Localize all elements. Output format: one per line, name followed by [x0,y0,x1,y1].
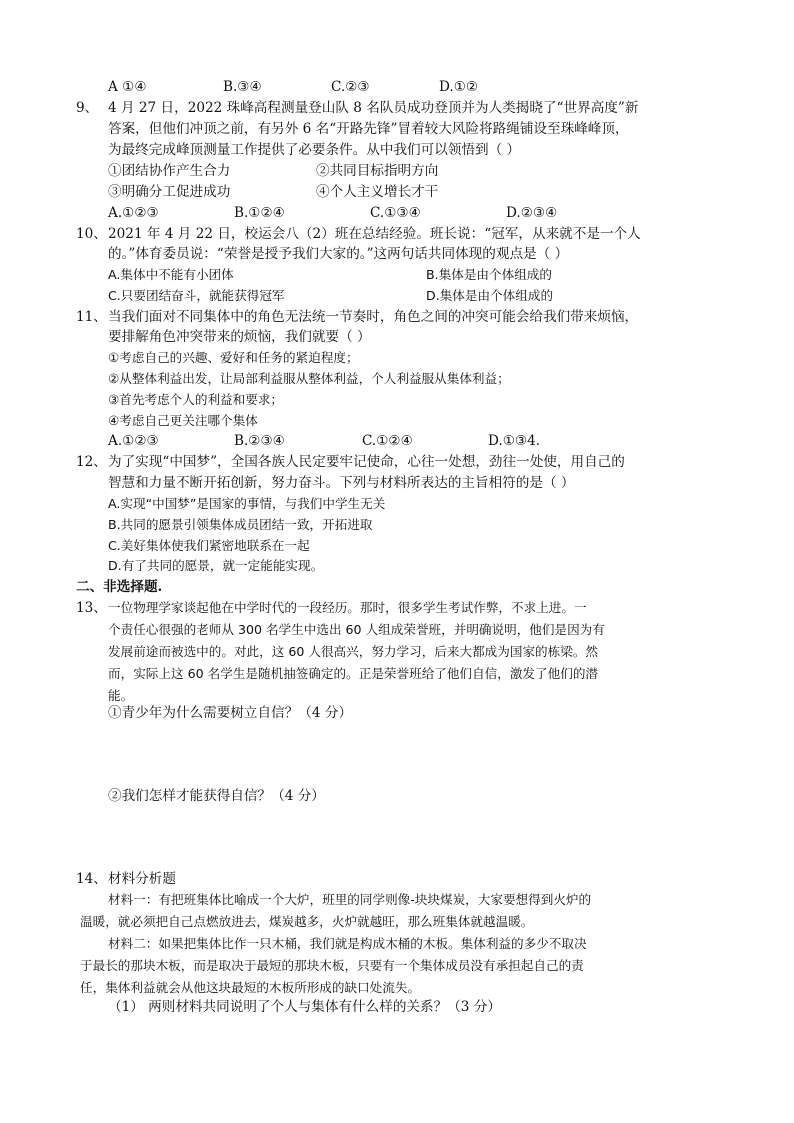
q14-material2-line: 于最长的那块木板，而是取决于最短的那块木板，只要有一个集体成员没有承担起自己的责 [80,958,584,973]
q9-option-b: B.①②④ [234,205,285,221]
q12-option-c: C.美好集体使我们紧密地联系在一起 [108,538,310,553]
q13-subquestion-1: ①青少年为什么需要树立自信？（4 分） [108,705,353,721]
q8-option-c: C.②③ [331,79,370,95]
q9-item: ①团结协作产生合力 [108,163,231,179]
q11-stem-line: 当我们面对不同集体中的角色无法统一节奏时，角色之间的冲突可能会给我们带来烦恼， [108,309,639,325]
q11-item: ②从整体利益出发，让局部利益服从整体利益，个人利益服从集体利益； [108,371,510,386]
q12-option-d: D.有了共同的愿景，就一定能能实现。 [108,558,324,573]
section-title: 二、非选择题. [76,579,163,595]
q10-stem-line: 的。”体育委员说：“荣誉是授予我们大家的。”这两句话共同体现的观点是（ ） [108,246,569,262]
q9-stem-line: 答案，但他们冲顶之前，有另外 6 名“开路先锋”冒着较大风险将路绳铺设至珠峰峰顶， [108,121,629,137]
q12-option-b: B.共同的愿景引领集体成员团结一致，开拓进取 [108,517,373,532]
q13-material-line: 发展前途而被选中的。对此，这 60 人很高兴，努力学习，后来大都成为国家的栋梁。然 [108,644,599,659]
q10-option-c: C.只要团结奋斗，就能获得冠军 [108,288,285,303]
q10-stem-line: 2021 年 4 月 22 日，校运会八（2）班在总结经验。班长说：“冠军，从来就不是一个人 [108,226,641,242]
q10-option-d: D.集体是由个体组成的 [426,288,554,303]
q13-material-line: 一位物理学家谈起他在中学时代的一段经历。那时，很多学生考试作弊，不求上进。一 [108,600,587,615]
q14-number: 14、 [76,871,107,887]
q10-options-row [108,286,553,306]
q9-item: ④个人主义增长才干 [316,184,439,200]
q14-material2-line: 材料二：如果把集体比作一只木桶，我们就是构成木桶的木板。集体利益的多少不取决 [108,936,587,951]
q8-options [108,77,478,97]
q11-stem-line: 要排解角色冲突带来的烦恼，我们就要（ ） [108,329,371,345]
q12-number: 12、 [76,454,107,470]
q11-number: 11、 [76,309,107,325]
q9-items-row [108,161,438,181]
q14-material2-line: 任，集体利益就会从他这块最短的木板所形成的缺口处流失。 [80,980,421,995]
q9-items-row [108,182,438,202]
q13-material-line: 而，实际上这 60 名学生是随机抽签确定的。正是荣誉班给了他们自信，激发了他们的潜 [108,666,599,681]
q11-item: ①考虑自己的兴趣、爱好和任务的紧迫程度； [108,350,359,365]
q12-stem-line: 为了实现“中国梦”，全国各族人民定要牢记使命，心往一处想，劲往一处使，用自己的 [108,454,625,470]
q13-number: 13、 [76,600,107,616]
q9-item: ②共同目标指明方向 [316,163,439,179]
q14-title: 材料分析题 [108,871,176,887]
q11-option-b: B.②③④ [234,433,285,449]
q14-material1-line: 温暖，就必须把自己点燃放进去，煤炭越多，火炉就越旺，那么班集体就越温暖。 [80,914,534,929]
q11-option-d: D.①③4. [488,433,541,449]
q9-stem-line: 为最终完成峰顶测量工作提供了必要条件。从中我们可以领悟到（ ） [108,142,521,158]
q11-item: ③首先考虑个人的利益和要求； [108,392,284,407]
q8-option-a: A ①④ [108,79,147,95]
q9-options [108,203,557,223]
q8-option-d: D.①② [439,79,479,95]
q11-options [108,431,540,451]
q10-number: 10、 [76,226,107,242]
q11-item: ④考虑自己更关注哪个集体 [108,413,258,428]
q11-option-c: C.①②④ [362,433,413,449]
q13-material-line: 个责任心很强的老师从 300 名学生中选出 60 人组成荣誉班，并明确说明，他们是因为有 [108,622,605,637]
q12-option-a: A.实现“中国梦”是国家的事情，与我们中学生无关 [108,496,386,511]
q9-item: ③明确分工促进成功 [108,184,231,200]
q10-options-row [108,265,552,285]
q14-material1-line: 材料一：有把班集体比喻成一个大炉，班里的同学则像-块块煤炭，大家要想得到火炉的 [108,892,592,907]
q9-option-d: D.②③④ [506,205,558,221]
q9-stem-line: 4 月 27 日，2022 珠峰高程测量登山队 8 名队员成功登顶并为人类揭晓了“世界高度”新 [108,100,639,116]
q13-material-line: 能。 [108,688,134,703]
q14-subquestion-1: （1） 两则材料共同说明了个人与集体有什么样的关系？（3 分） [108,999,501,1015]
q9-option-a: A.①②③ [108,205,159,221]
q9-option-c: C.①③④ [370,205,421,221]
q10-option-b: B.集体是由个体组成的 [426,267,552,282]
q9-number: 9、 [76,100,99,116]
q12-stem-line: 智慧和力量不断开拓创新，努力奋斗。下列与材料所表达的主旨相符的是（ ） [108,475,575,491]
q8-option-b: B.③④ [223,79,262,95]
q10-option-a: A.集体中不能有小团体 [108,267,234,282]
q13-subquestion-2: ②我们怎样才能获得自信？（4 分） [108,788,325,804]
q11-option-a: A.①②③ [108,433,159,449]
